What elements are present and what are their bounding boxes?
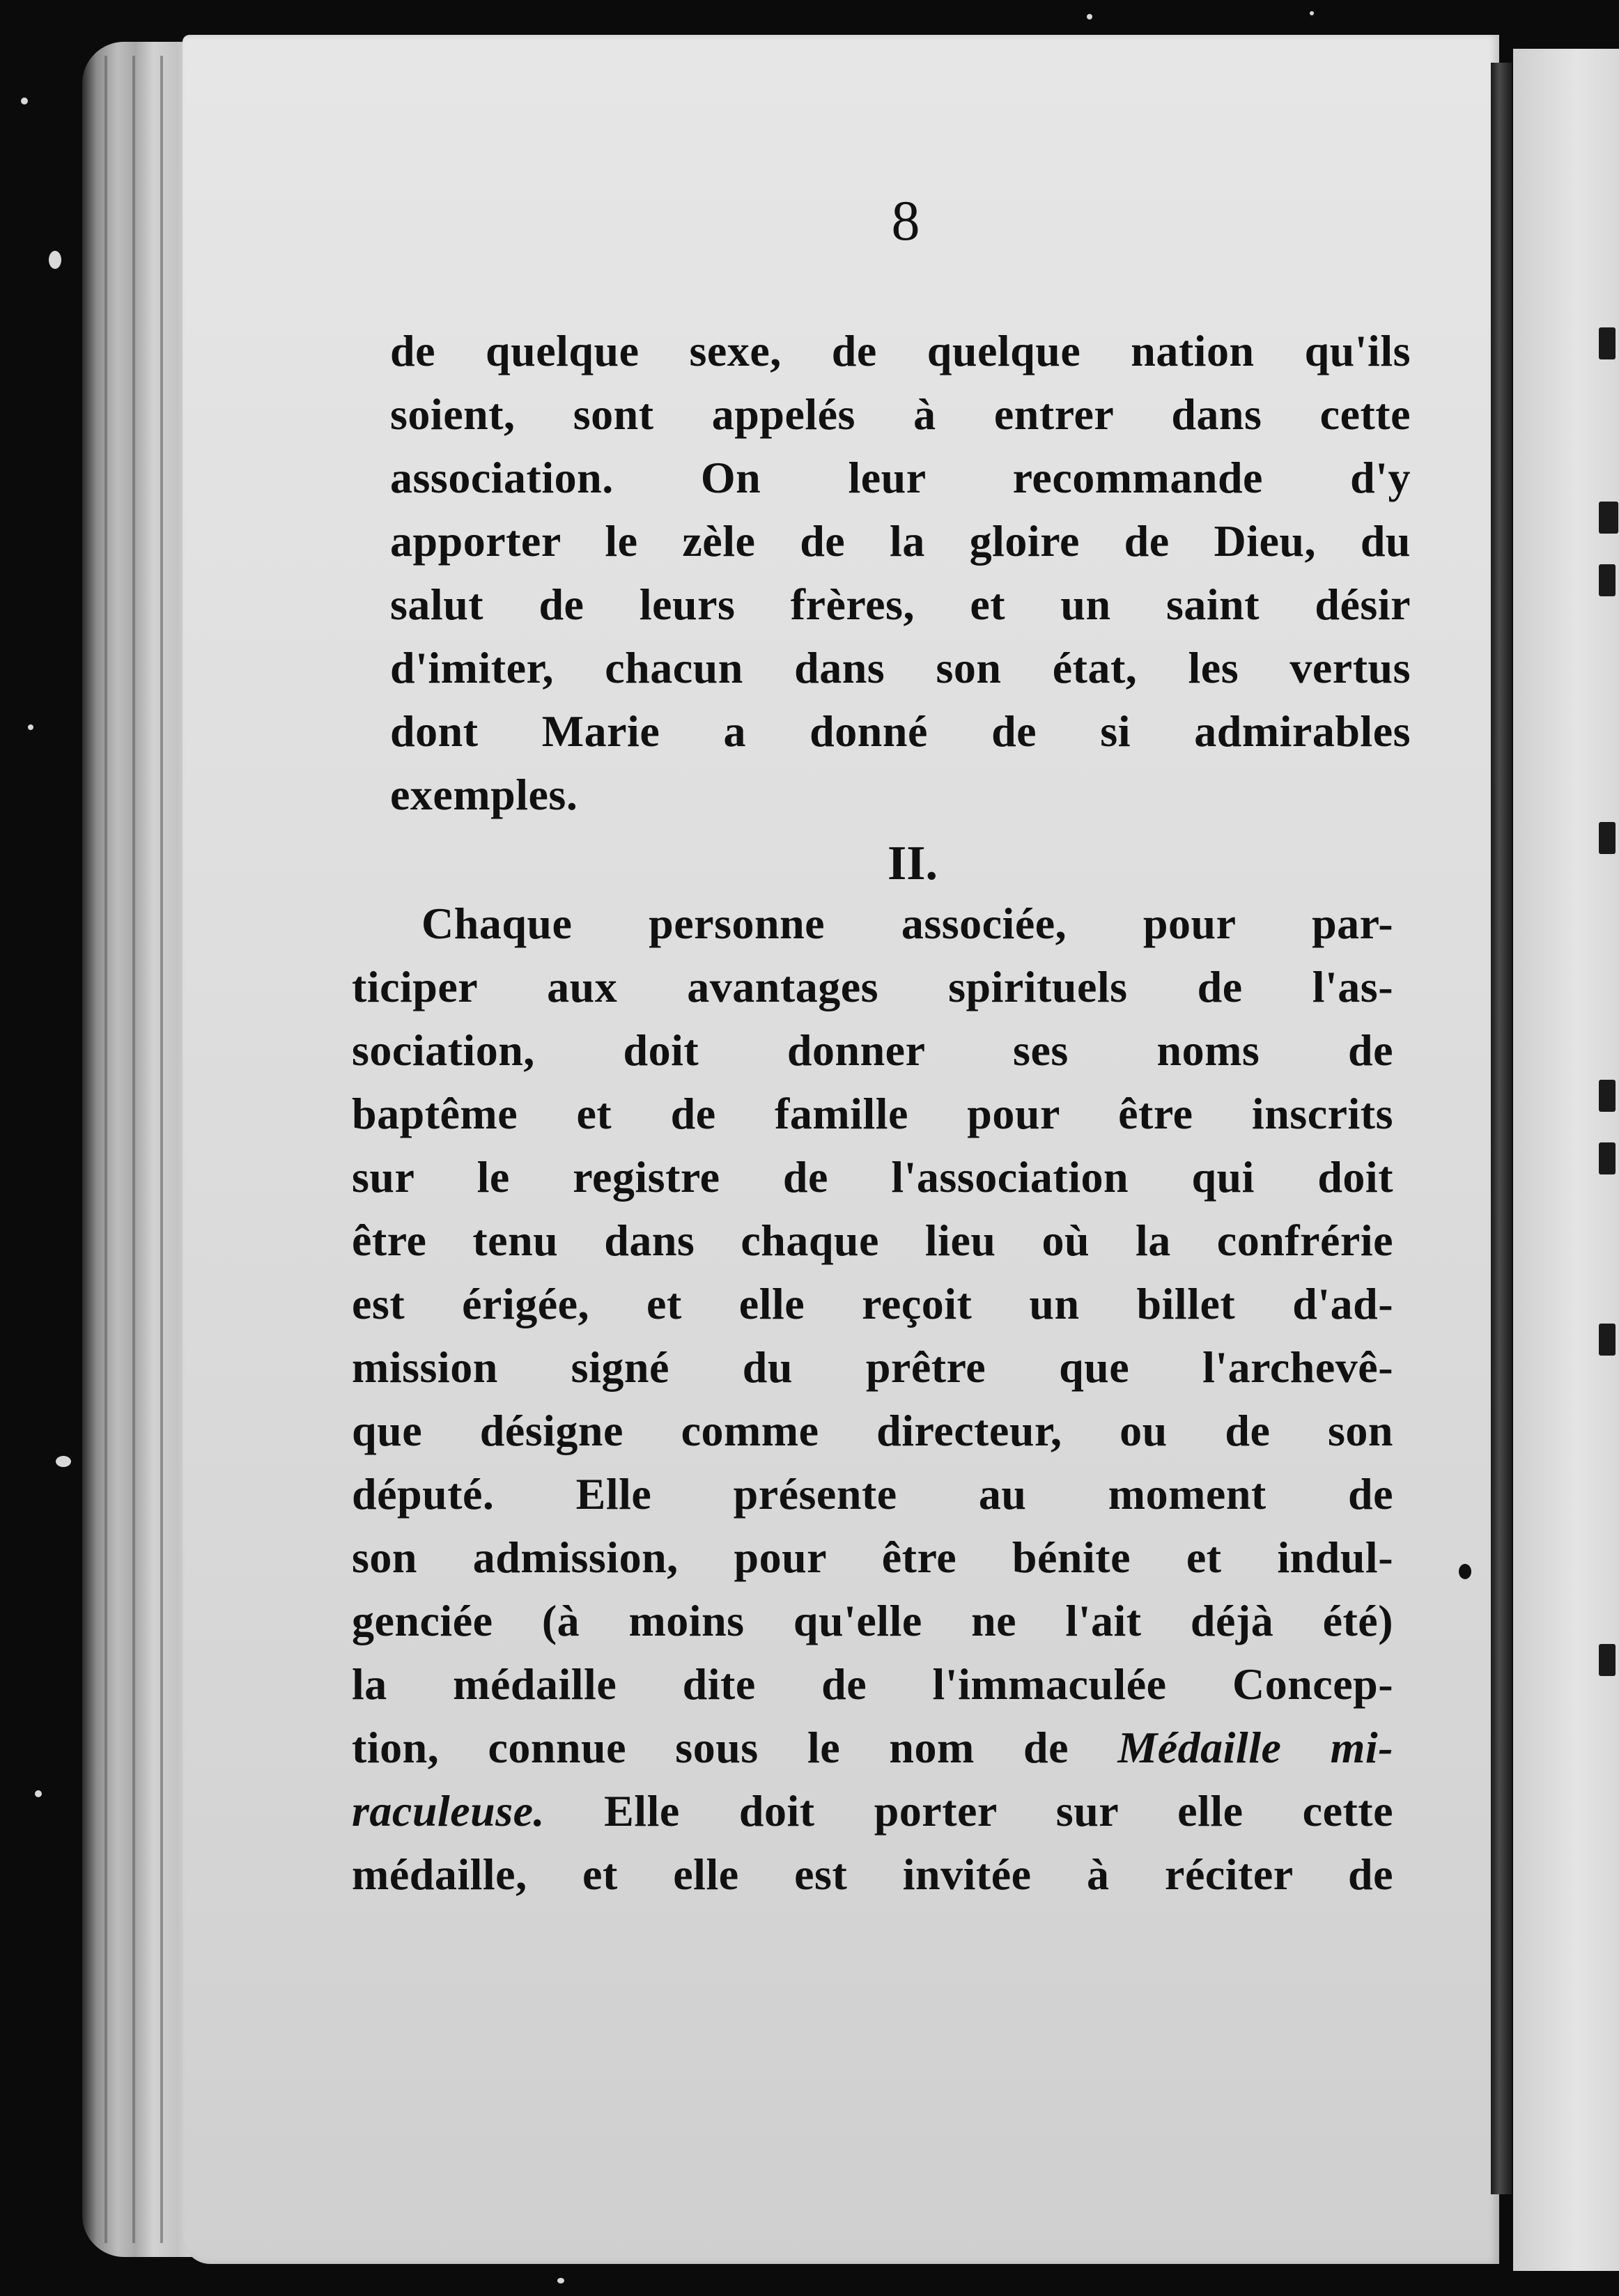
text-line: médaille, et elle est invitée à réciter de [352, 1849, 1393, 1899]
text-line: sociation, doit donner ses noms de [352, 1025, 1393, 1075]
next-page-glyph [1599, 1080, 1616, 1112]
next-page-glyph [1599, 1324, 1616, 1356]
section-heading: II. [888, 837, 938, 890]
text-line: mission signé du prêtre que l'archevê- [352, 1342, 1393, 1392]
paragraph-2 [352, 892, 1393, 1906]
edge-line [160, 56, 163, 2243]
text-line: baptême et de famille pour être inscrits [352, 1089, 1393, 1138]
edge-line [132, 56, 135, 2243]
text-line: sur le registre de l'association qui doit [352, 1152, 1393, 1202]
italic-phrase: raculeuse. [352, 1786, 545, 1836]
next-page-glyph [1599, 327, 1616, 359]
text-line: salut de leurs frères, et un saint désir [390, 580, 1411, 629]
book-spine [1491, 63, 1512, 2194]
text-line: soient, sont appelés à entrer dans cette [390, 389, 1411, 439]
scan-speck [28, 724, 33, 730]
text-line [352, 1716, 1393, 1779]
scan-speck [1310, 11, 1314, 15]
paragraph-1 [390, 319, 1411, 826]
text-line: député. Elle présente au moment de [352, 1469, 1393, 1519]
text-line: dont Marie a donné de si admirables [390, 706, 1411, 756]
next-page-glyph [1599, 1644, 1616, 1676]
text-line: être tenu dans chaque lieu où la confrérie [352, 1216, 1393, 1265]
scan-speck [49, 251, 61, 269]
next-page-glyph [1599, 502, 1618, 534]
text-line: d'imiter, chacun dans son état, les vertus [390, 643, 1411, 692]
scan-speck [21, 98, 28, 104]
scan-speck [35, 1790, 42, 1797]
page-number: 8 [891, 189, 920, 252]
text-line: association. On leur recommande d'y [390, 453, 1411, 502]
next-page-glyph [1599, 822, 1616, 854]
text-line: Chaque personne associée, pour par- [421, 899, 1393, 948]
text-line: est érigée, et elle reçoit un billet d'ad- [352, 1279, 1393, 1328]
text-line [352, 1779, 1393, 1843]
scan-speck [56, 1456, 71, 1467]
text-fragment: Elle doit porter sur elle cette [545, 1786, 1393, 1836]
text-line: de quelque sexe, de quelque nation qu'ils [390, 326, 1411, 375]
text-line: ticiper aux avantages spirituels de l'as- [352, 962, 1393, 1011]
scan-speck [1087, 14, 1092, 20]
next-page-glyph [1599, 1142, 1616, 1174]
text-line: exemples. [390, 770, 578, 819]
text-fragment: tion, connue sous le nom de [352, 1723, 1069, 1772]
text-line: son admission, pour être bénite et indul- [352, 1533, 1393, 1582]
edge-line [104, 56, 107, 2243]
text-line: genciée (à moins qu'elle ne l'ait déjà été) [352, 1596, 1393, 1645]
ink-mark [1459, 1564, 1471, 1579]
italic-phrase: Médaille mi- [1117, 1723, 1394, 1772]
text-line: apporter le zèle de la gloire de Dieu, du [390, 516, 1411, 566]
text-line: que désigne comme directeur, ou de son [352, 1406, 1393, 1455]
scan-speck [557, 2278, 564, 2283]
text-line: la médaille dite de l'immaculée Concep- [352, 1659, 1393, 1709]
next-page-glyph [1599, 564, 1616, 596]
